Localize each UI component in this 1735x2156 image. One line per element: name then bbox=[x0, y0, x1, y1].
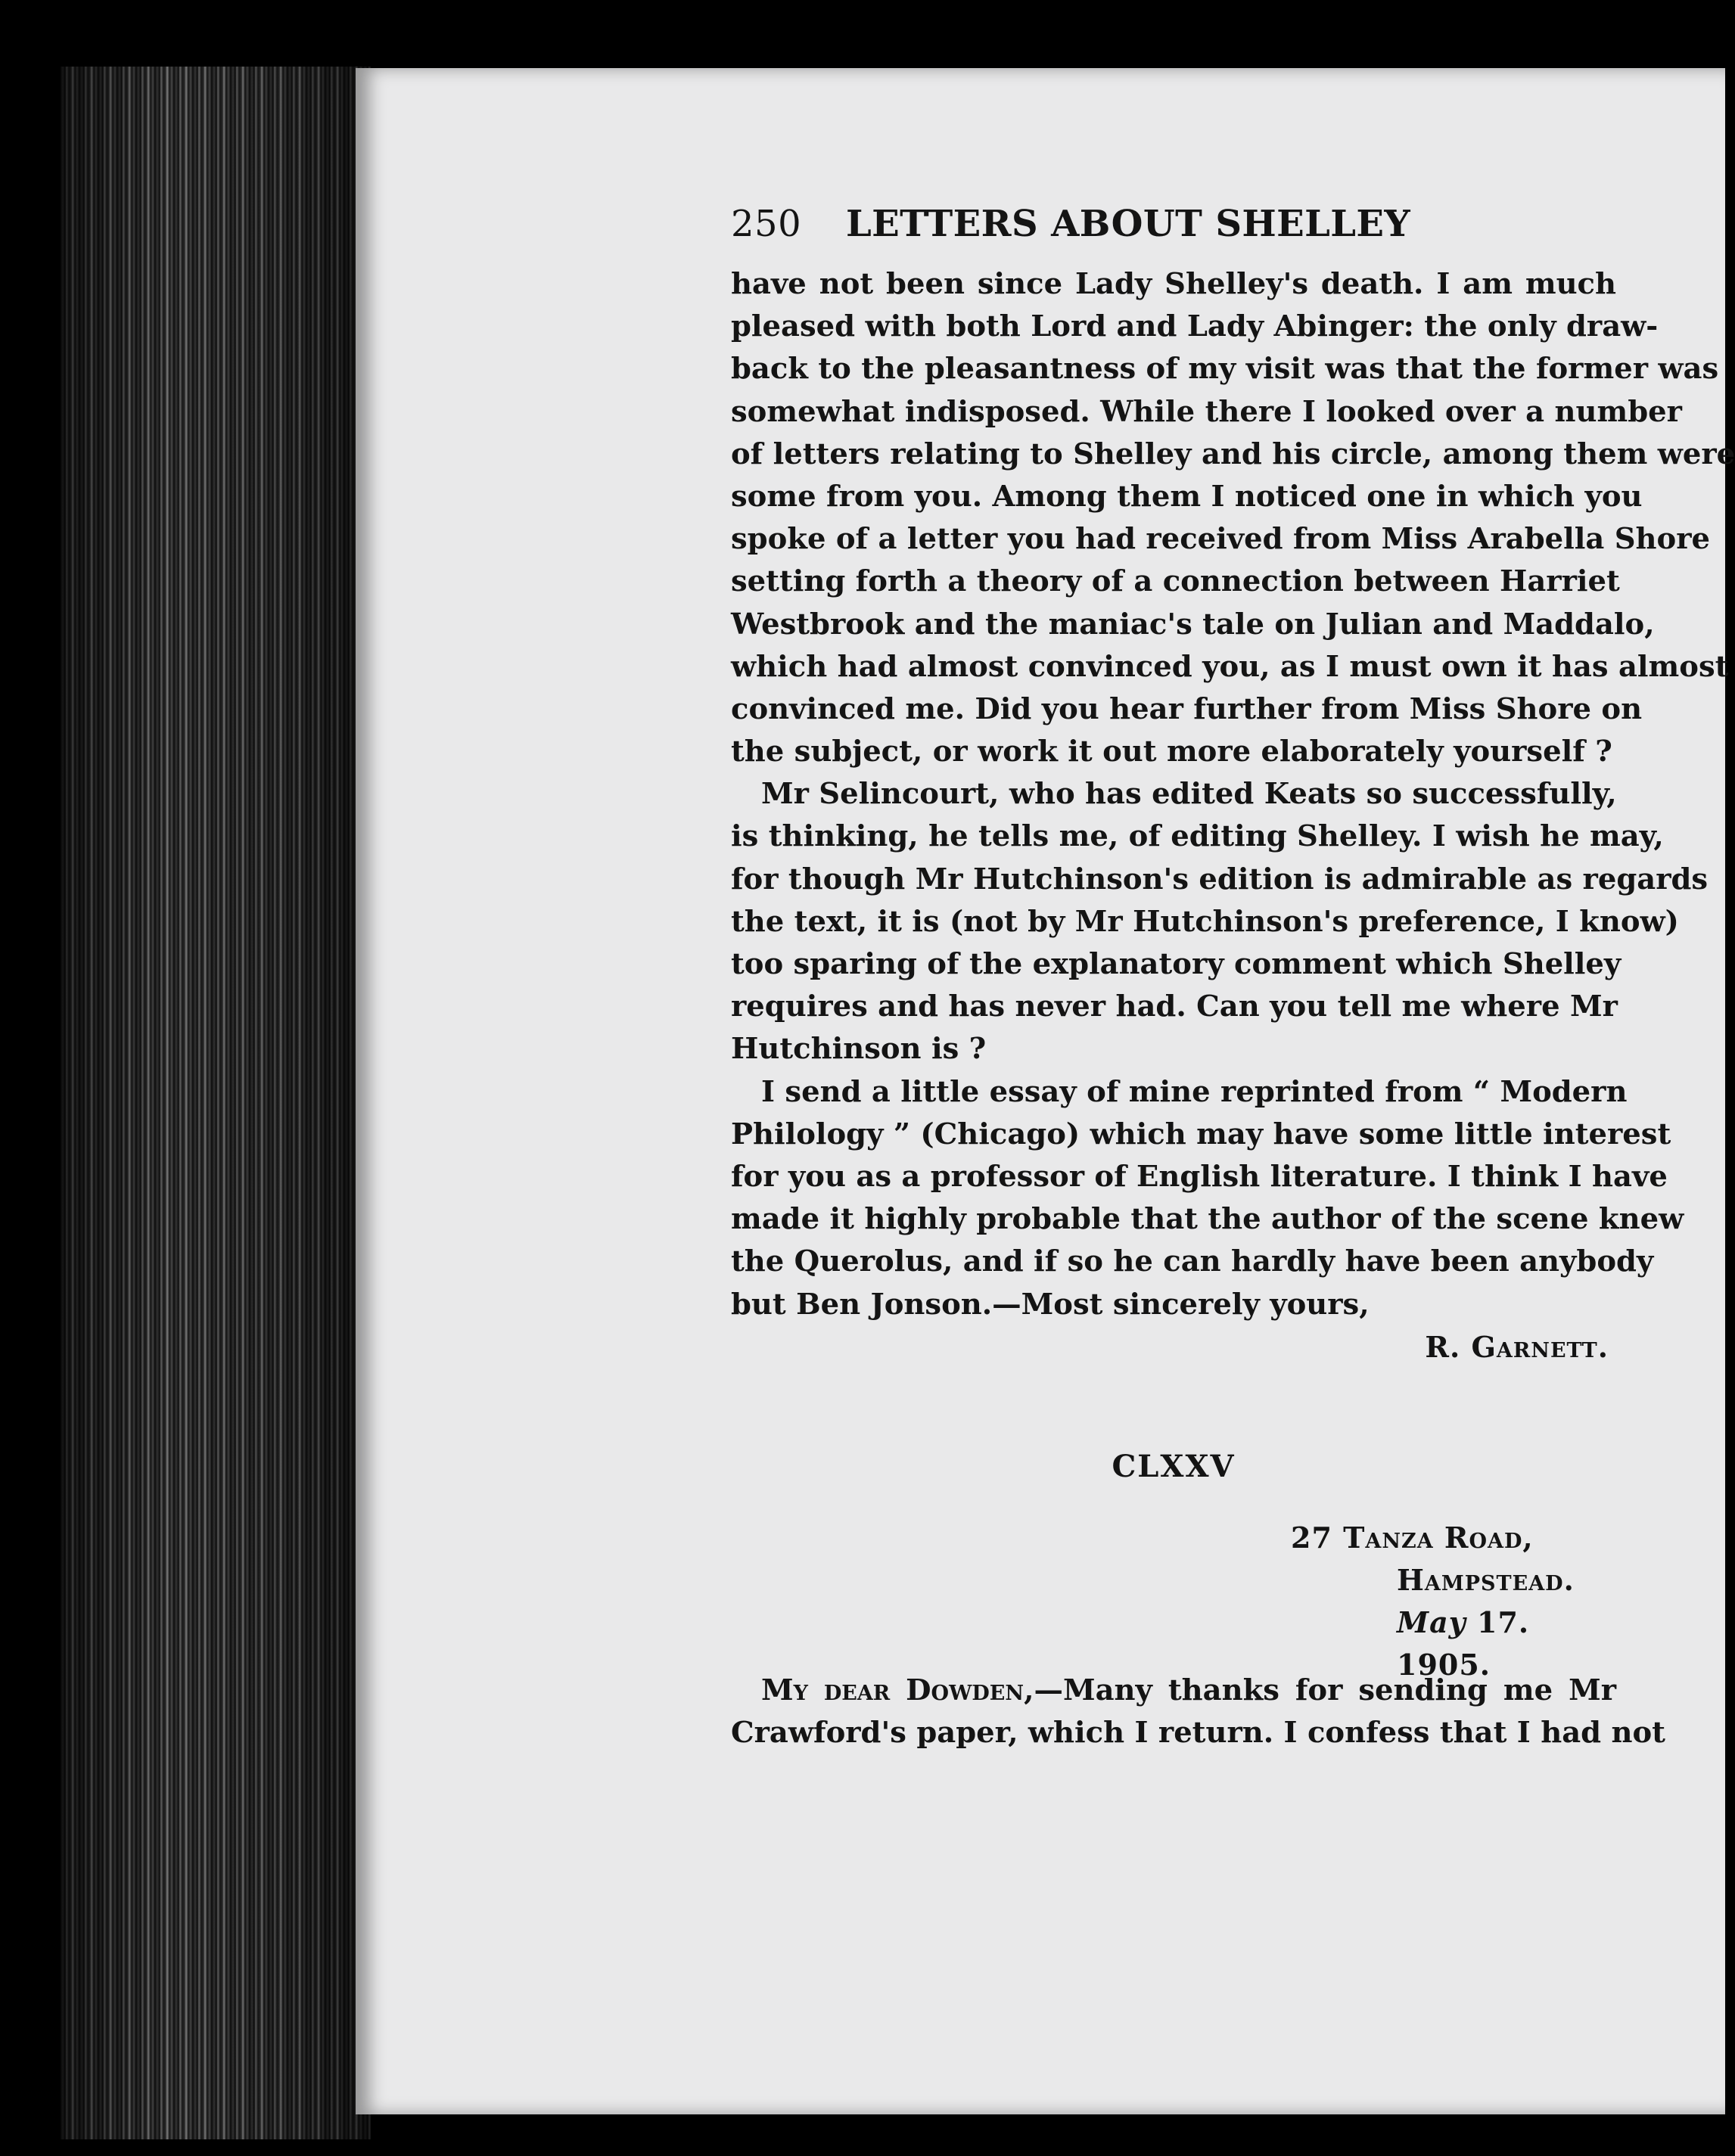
salutation: My dear Dowden, bbox=[761, 1673, 1034, 1707]
text-line: setting forth a theory of a connection between Harriet bbox=[731, 564, 1620, 599]
address-town: Hampstead. bbox=[1397, 1562, 1575, 1597]
text-line: the Querolus, and if so he can hardly have been anybody bbox=[731, 1244, 1654, 1279]
text-line: is thinking, he tells me, of editing Shelley. I wish he may, bbox=[731, 819, 1664, 854]
text-line bbox=[731, 1670, 1616, 1712]
text-line: made it highly probable that the author of the scene knew bbox=[731, 1202, 1684, 1237]
page-text bbox=[731, 203, 1735, 1754]
paragraph-2 bbox=[731, 773, 1709, 1070]
text-line: but Ben Jonson.—Most sincerely yours, bbox=[731, 1287, 1370, 1322]
date-month: May bbox=[1397, 1605, 1466, 1639]
text-line: of letters relating to Shelley and his circle, among them were bbox=[731, 436, 1735, 471]
text-line: for you as a professor of English literature. I think I have bbox=[731, 1159, 1668, 1194]
page-number: 250 bbox=[731, 203, 802, 245]
text-line: Crawford's paper, which I return. I confess that I had not bbox=[731, 1715, 1665, 1750]
text-line: Mr Selincourt, who has edited Keats so successfully, bbox=[761, 777, 1617, 812]
text-line: for though Mr Hutchinson's edition is admirable as regards bbox=[731, 862, 1709, 896]
text-line: Westbrook and the maniac's tale on Julian and Maddalo, bbox=[731, 607, 1655, 642]
letter-date bbox=[731, 1601, 1616, 1682]
text-line: the text, it is (not by Mr Hutchinson's preference, I know) bbox=[731, 904, 1679, 939]
text-line: spoke of a letter you had received from Miss Arabella Shore bbox=[731, 522, 1710, 557]
text-line: requires and has never had. Can you tell me where Mr bbox=[731, 989, 1618, 1024]
paragraph-1 bbox=[731, 263, 1735, 773]
letter-number: CLXXV bbox=[1112, 1448, 1236, 1484]
text-line: Hutchinson is ? bbox=[731, 1032, 987, 1067]
date-day-year: 17. 1905. bbox=[1397, 1605, 1530, 1682]
text-line: too sparing of the explanatory comment which Shelley bbox=[731, 947, 1622, 981]
book-page-edges bbox=[61, 67, 371, 2139]
running-title: LETTERS ABOUT SHELLEY bbox=[846, 203, 1411, 245]
text-line: I send a little essay of mine reprinted from “ Modern bbox=[761, 1074, 1628, 1109]
text-line: which had almost convinced you, as I must own it has almost bbox=[731, 649, 1729, 684]
running-head bbox=[731, 203, 1616, 263]
text-line: Philology ” (Chicago) which may have some little interest bbox=[731, 1117, 1671, 1151]
text-line: somewhat indisposed. While there I looked over a number bbox=[731, 394, 1682, 429]
address-street: 27 Tanza Road, bbox=[1291, 1520, 1534, 1555]
salutation-continuation: —Many thanks for sending me Mr bbox=[1034, 1673, 1616, 1707]
section-gap bbox=[731, 1368, 1616, 1444]
text-line: convinced me. Did you hear further from Miss Shore on bbox=[731, 691, 1643, 726]
text-line: back to the pleasantness of my visit was that the former was bbox=[731, 352, 1719, 387]
address-block bbox=[731, 1517, 1616, 1682]
paragraph-3 bbox=[731, 1071, 1684, 1326]
text-line: some from you. Among them I noticed one in which you bbox=[731, 479, 1643, 514]
text-line: have not been since Lady Shelley's death. I am much bbox=[731, 267, 1616, 301]
paragraph-4 bbox=[731, 1670, 1665, 1754]
text-line: pleased with both Lord and Lady Abinger: the only draw- bbox=[731, 309, 1659, 344]
signature: R. Garnett. bbox=[1425, 1329, 1609, 1364]
text-line: the subject, or work it out more elaborately yourself ? bbox=[731, 735, 1612, 769]
